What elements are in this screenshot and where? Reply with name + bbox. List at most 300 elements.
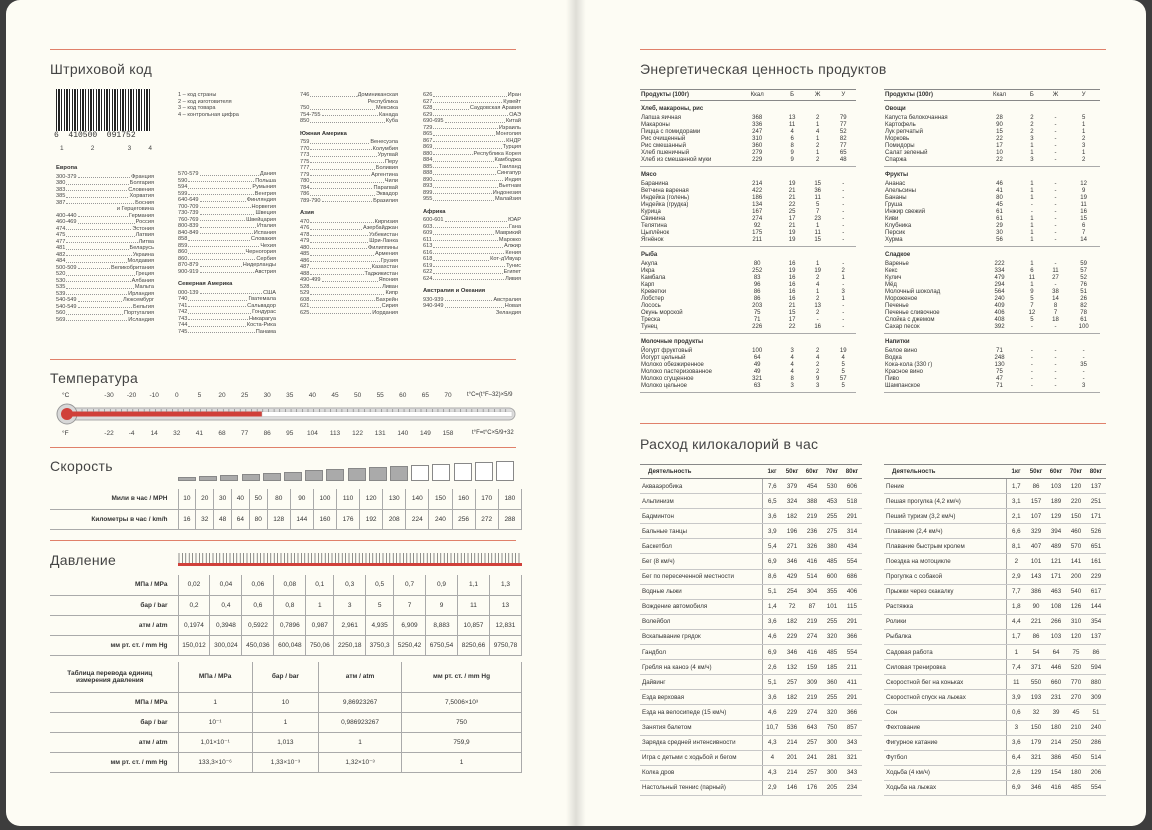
leader-dots — [188, 178, 254, 183]
country: Испания — [253, 229, 276, 236]
leader-dots — [310, 178, 383, 183]
food-value: 17 — [996, 142, 1003, 149]
food-name: Кока-кола (330 г) — [885, 361, 933, 368]
group-heading: Овощи — [885, 106, 906, 113]
fahrenheit-tick: 140 — [397, 430, 409, 437]
energy-table-right — [884, 89, 1100, 393]
cell: 160 — [313, 509, 336, 529]
celsius-tick: -30 — [104, 392, 114, 399]
food-value: 16 — [788, 281, 796, 288]
code: 474 — [56, 225, 66, 232]
country-code-row — [300, 310, 398, 317]
kcal-value: 750 — [822, 720, 842, 735]
food-value: 22 — [996, 135, 1003, 142]
food-row — [884, 317, 1100, 324]
country: Иран — [507, 92, 521, 98]
kcal-value: 3,6 — [1006, 735, 1026, 750]
row-label: бар / bar — [50, 595, 178, 615]
code: 613 — [423, 243, 433, 249]
kcal-value: 485 — [822, 645, 842, 660]
kcal-value: 0,6 — [1006, 705, 1026, 720]
table-row — [50, 615, 522, 635]
food-value: 64 — [753, 354, 761, 361]
group-row — [884, 101, 1100, 115]
food-value: 63 — [753, 382, 761, 389]
food-name: Пиво — [885, 375, 900, 382]
food-value: 80 — [996, 194, 1003, 201]
kcal-value: 453 — [822, 494, 842, 509]
kcal-title: Расход килокалорий в час — [640, 436, 819, 452]
code: 743 — [178, 315, 188, 322]
food-value: - — [842, 208, 845, 215]
food-value: - — [842, 222, 845, 229]
food-value: 6 — [1030, 267, 1034, 274]
food-value: - — [1054, 281, 1057, 288]
country-code-row — [300, 118, 398, 125]
fahrenheit-tick: -22 — [104, 430, 114, 437]
code: 611 — [423, 236, 432, 243]
food-name: Лосось — [641, 302, 661, 309]
food-value: - — [1054, 323, 1057, 330]
kcal-value: 275 — [822, 524, 842, 539]
speed-title: Скорость — [50, 458, 113, 474]
food-value: 19 — [788, 236, 796, 243]
country: Бразилия — [373, 197, 398, 204]
kcal-value: 314 — [842, 524, 862, 539]
food-name: Хлеб из смешанной муки — [641, 156, 712, 163]
kcal-value: 2,6 — [1006, 765, 1026, 780]
leader-dots — [66, 245, 128, 250]
speed-bar — [454, 463, 472, 481]
kcal-value: 485 — [1066, 780, 1086, 795]
country: Парагвай — [373, 184, 398, 191]
kcal-value: 3 — [1006, 720, 1026, 735]
activity-name: Дайвинг — [640, 675, 762, 690]
kcal-value: 189 — [1046, 494, 1066, 509]
table-row — [50, 575, 522, 595]
speed-bar — [263, 473, 281, 481]
fahrenheit-tick: 122 — [352, 430, 364, 437]
food-value: 16 — [788, 295, 796, 302]
code: 476 — [300, 225, 310, 231]
food-row — [640, 136, 856, 143]
kcal-value: 320 — [822, 629, 842, 644]
food-value: 1 — [1030, 281, 1034, 288]
kcal-value: 10,7 — [762, 720, 782, 735]
food-value: 80 — [753, 260, 761, 267]
food-value: 27 — [1052, 274, 1059, 281]
kcal-value: 326 — [802, 539, 822, 554]
food-value: 19 — [788, 229, 796, 236]
code: 480 — [300, 244, 310, 251]
food-value: - — [1030, 375, 1033, 382]
speed-bar — [496, 461, 514, 482]
food-value: 21 — [788, 302, 796, 309]
food-name: Инжир свежий — [885, 208, 926, 215]
speed-bar — [326, 469, 344, 481]
kcal-value: 411 — [842, 675, 862, 690]
food-row — [884, 195, 1100, 202]
code: 741 — [178, 302, 188, 309]
column-header: 1кг — [1006, 465, 1026, 479]
table-header-row — [884, 465, 1106, 479]
activity-name: Поездка на мотоцикле — [884, 554, 1006, 569]
country: Израиль — [498, 124, 521, 131]
kcal-value: 880 — [1086, 675, 1106, 690]
country: Болгария — [129, 180, 154, 186]
food-value: 11 — [1052, 267, 1059, 274]
cell: 0,3948 — [210, 615, 242, 635]
food-value: 71 — [996, 382, 1003, 389]
food-value: 65 — [839, 149, 847, 156]
kcal-value: 205 — [822, 780, 842, 795]
code: 867 — [423, 137, 433, 144]
code: 594 — [178, 184, 188, 190]
code: 740 — [178, 296, 188, 302]
food-row — [640, 261, 856, 268]
speed-bar — [242, 474, 260, 481]
code: 000-139 — [178, 289, 199, 296]
food-value: 15 — [814, 180, 822, 187]
food-value: 1 — [1030, 194, 1034, 201]
food-name: Ягнёнок — [641, 236, 664, 243]
cell: 13 — [489, 595, 521, 615]
food-value: 1 — [1030, 149, 1034, 156]
cell: 0,2 — [178, 595, 210, 615]
kcal-value: 446 — [1046, 660, 1066, 675]
food-value: 15 — [996, 128, 1003, 135]
leader-dots — [66, 232, 134, 237]
fahrenheit-tick: 113 — [329, 430, 341, 437]
kcal-value: 257 — [802, 735, 822, 750]
food-value: - — [1054, 201, 1057, 208]
kcal-value: 429 — [782, 569, 802, 584]
leader-dots — [78, 297, 122, 302]
cell: 9750,78 — [489, 635, 521, 655]
kcal-value: 143 — [1026, 569, 1046, 584]
column-header: У — [830, 90, 856, 101]
country: Дания — [259, 171, 276, 177]
food-row — [640, 275, 856, 282]
cell: 130 — [383, 489, 406, 509]
kcal-value: 159 — [802, 660, 822, 675]
table-row — [50, 489, 522, 509]
food-value: - — [1082, 375, 1085, 382]
food-value: 4 — [816, 128, 820, 135]
row-label: бар / bar — [50, 712, 178, 732]
food-value: 21 — [788, 187, 796, 194]
kcal-value: 2,1 — [1006, 509, 1026, 524]
cell: 64 — [231, 509, 249, 529]
code: 865 — [423, 131, 433, 137]
code: 475 — [56, 232, 66, 238]
food-value: 11 — [789, 121, 796, 128]
activity-row — [884, 780, 1106, 795]
food-value: 19 — [788, 267, 796, 274]
code: 884 — [423, 157, 433, 163]
food-row — [884, 324, 1100, 331]
code: 529 — [300, 290, 310, 296]
kcal-value: 643 — [802, 720, 822, 735]
food-value: 186 — [752, 194, 763, 201]
food-value: 10 — [996, 149, 1003, 156]
code: 770 — [300, 145, 310, 152]
energy-table-left — [640, 89, 856, 393]
leader-dots — [66, 252, 131, 257]
code: 490-499 — [300, 277, 321, 283]
kcal-value: 45 — [1066, 705, 1086, 720]
leader-dots — [322, 112, 379, 117]
code: 530 — [56, 277, 66, 284]
food-value: 1 — [1030, 229, 1034, 236]
food-value: 1 — [841, 295, 845, 302]
food-value: - — [1082, 347, 1085, 354]
kcal-value: 4,6 — [762, 705, 782, 720]
country: Люксембург — [122, 297, 154, 303]
activity-name: Прыжки через скакалку — [884, 584, 1006, 599]
food-value: 18 — [1052, 316, 1059, 323]
column-header: Деятельность — [640, 465, 762, 479]
country: Киргизия — [374, 218, 398, 225]
country: Ливан — [382, 283, 398, 290]
leader-dots — [310, 290, 384, 295]
kcal-value: 32 — [1026, 705, 1046, 720]
food-name: Водка — [885, 354, 902, 361]
activity-name: Колка дров — [640, 765, 762, 780]
kcal-value: 360 — [822, 675, 842, 690]
leader-dots — [78, 265, 111, 270]
food-row — [884, 150, 1100, 157]
food-value: - — [842, 323, 845, 330]
code: 500-509 — [56, 264, 77, 271]
celsius-tick: 65 — [421, 392, 430, 399]
kcal-value: 380 — [822, 539, 842, 554]
food-value: 479 — [994, 274, 1005, 281]
leader-dots — [433, 196, 494, 201]
leader-dots — [66, 187, 127, 192]
food-name: Цыплёнок — [641, 229, 670, 236]
cell: 10⁻¹ — [178, 712, 252, 732]
group-divider — [640, 390, 856, 393]
food-row — [640, 289, 856, 296]
kcal-value: 6,6 — [1006, 524, 1026, 539]
kcal-value: 434 — [842, 539, 862, 554]
celsius-label: °С — [62, 392, 70, 399]
cell: 0,9 — [426, 575, 458, 595]
food-row — [884, 136, 1100, 143]
food-value: 56 — [996, 236, 1003, 243]
leader-dots — [66, 271, 134, 276]
region-heading: Африка — [423, 208, 446, 215]
country: США — [263, 289, 276, 296]
code: 930-939 — [423, 296, 444, 303]
country: Румыния — [252, 184, 276, 190]
food-name: Икра — [641, 267, 655, 274]
kcal-value: 39 — [1046, 705, 1066, 720]
country: Малайзия — [494, 196, 521, 202]
cell: 600,048 — [274, 635, 306, 655]
leader-dots — [200, 262, 242, 267]
cell: 0,8 — [274, 595, 306, 615]
row-label: МПа / MPa — [50, 692, 178, 712]
food-value: 59 — [1080, 260, 1087, 267]
food-value: 21 — [788, 222, 796, 229]
food-value: 77 — [839, 121, 847, 128]
food-value: 11 — [814, 194, 821, 201]
table-header-row — [50, 662, 522, 692]
code: 780 — [300, 178, 310, 184]
food-name: Красное вино — [885, 368, 924, 375]
food-row — [640, 195, 856, 202]
leader-dots — [188, 322, 245, 327]
kcal-value: 463 — [1046, 584, 1066, 599]
food-value: - — [1054, 180, 1057, 187]
kcal-value: 11 — [1006, 675, 1026, 690]
food-value: - — [1054, 135, 1057, 142]
kcal-value: 180 — [1046, 720, 1066, 735]
code: 600-601 — [423, 217, 444, 223]
column-header: 80кг — [1086, 465, 1106, 479]
column-header: бар / bar — [252, 662, 318, 692]
activity-name: Прогулка с собакой — [884, 569, 1006, 584]
leader-dots — [66, 284, 133, 289]
food-value: 13 — [788, 114, 796, 121]
activity-name: Скоростной спуск на лыжах — [884, 690, 1006, 705]
cell: 0,987 — [306, 615, 334, 635]
leader-dots — [310, 303, 380, 308]
table-row — [50, 732, 522, 752]
food-value: 2 — [816, 309, 820, 316]
country: Кения — [505, 249, 521, 256]
kcal-value: 321 — [1026, 750, 1046, 765]
food-value: - — [842, 281, 845, 288]
food-value: 71 — [996, 347, 1003, 354]
kcal-value: 2 — [1006, 554, 1026, 569]
column-header: Ж — [1044, 90, 1068, 101]
activity-row — [640, 629, 862, 644]
group-row — [640, 247, 856, 261]
kcal-value: 6,9 — [762, 554, 782, 569]
country: КНДР — [506, 137, 521, 144]
food-value: 2 — [816, 274, 820, 281]
kcal-value: 3,1 — [1006, 494, 1026, 509]
row-label: МПа / MPa — [50, 575, 178, 595]
group-row — [640, 167, 856, 181]
country: Уругвай — [377, 152, 398, 158]
food-row — [884, 383, 1100, 390]
fahrenheit-tick: 104 — [306, 430, 318, 437]
food-value: 1 — [1081, 149, 1086, 156]
food-value: 23 — [814, 215, 822, 222]
activity-row — [884, 554, 1106, 569]
kcal-value: 4,6 — [762, 629, 782, 644]
cell: 8,883 — [426, 615, 458, 635]
food-value: 11 — [814, 229, 821, 236]
leader-dots — [188, 191, 253, 196]
leader-dots — [66, 310, 123, 315]
fahrenheit-tick: 14 — [150, 430, 158, 437]
kcal-value: 366 — [842, 705, 862, 720]
kcal-value: 309 — [802, 675, 822, 690]
country: Ирландия — [128, 290, 154, 297]
food-value: 248 — [994, 354, 1005, 361]
food-value: 1 — [1030, 215, 1034, 222]
kcal-value: 291 — [842, 690, 862, 705]
food-value: 61 — [996, 208, 1003, 215]
activity-name: Игра с детьми с ходьбой и бегом — [640, 750, 762, 765]
food-name: Курица — [641, 208, 661, 215]
kcal-value: 257 — [802, 765, 822, 780]
celsius-tick: 60 — [399, 392, 407, 399]
cell: 40 — [231, 489, 249, 509]
food-value: 30 — [996, 229, 1003, 236]
country: Венесуэла — [370, 139, 398, 145]
kcal-value: 231 — [1046, 690, 1066, 705]
code: 520 — [56, 271, 66, 277]
kcal-value: 271 — [782, 539, 802, 554]
kcal-value: 291 — [842, 509, 862, 524]
food-row — [640, 303, 856, 310]
cell: 1,33×10⁻³ — [252, 752, 318, 772]
column-header: 80кг — [842, 465, 862, 479]
activity-row — [640, 735, 862, 750]
food-row — [884, 129, 1100, 136]
food-value: - — [1054, 368, 1057, 375]
food-name: Тунец — [641, 323, 658, 330]
kcal-value: 137 — [1086, 629, 1106, 644]
food-value: 9 — [1081, 187, 1086, 194]
kcal-value: 255 — [822, 614, 842, 629]
activity-name: Бег по пересеченной местности — [640, 569, 762, 584]
kcal-value: 324 — [782, 494, 802, 509]
food-name: Креветки — [641, 288, 667, 295]
kcal-value: 241 — [802, 750, 822, 765]
kcal-value: 6,9 — [1006, 780, 1026, 795]
kcal-value: 5,1 — [762, 584, 782, 599]
kcal-value: 454 — [802, 479, 822, 494]
country: Латвия — [135, 232, 154, 238]
kcal-value: 3,9 — [762, 524, 782, 539]
kcal-value: 346 — [782, 554, 802, 569]
code: 629 — [423, 111, 433, 118]
kcal-value: 304 — [802, 584, 822, 599]
code: 745 — [178, 328, 188, 335]
country-code-row — [423, 310, 521, 317]
cell: 208 — [383, 509, 406, 529]
column-header: атм / atm — [319, 662, 402, 692]
country: Узбекистан — [368, 231, 398, 238]
food-row — [640, 143, 856, 150]
leader-dots — [433, 269, 502, 274]
country: Польша — [255, 177, 276, 184]
code: 528 — [300, 283, 310, 290]
food-name: Ананас — [885, 180, 906, 187]
fahrenheit-tick: 95 — [286, 430, 294, 437]
cell: 48 — [214, 509, 232, 529]
cell: 7,5006×10³ — [402, 692, 522, 712]
leader-dots — [445, 118, 505, 123]
kcal-value: 606 — [842, 479, 862, 494]
activity-row — [640, 750, 862, 765]
food-value: 5 — [1030, 295, 1034, 302]
cell: 10,857 — [457, 615, 489, 635]
country: Азербайджан — [363, 225, 398, 231]
country: Шри-Ланка — [369, 238, 398, 244]
celsius-tick: 30 — [263, 392, 271, 399]
food-value: 409 — [994, 302, 1005, 309]
kcal-value: 3,6 — [762, 614, 782, 629]
kcal-value: 7,4 — [1006, 660, 1026, 675]
